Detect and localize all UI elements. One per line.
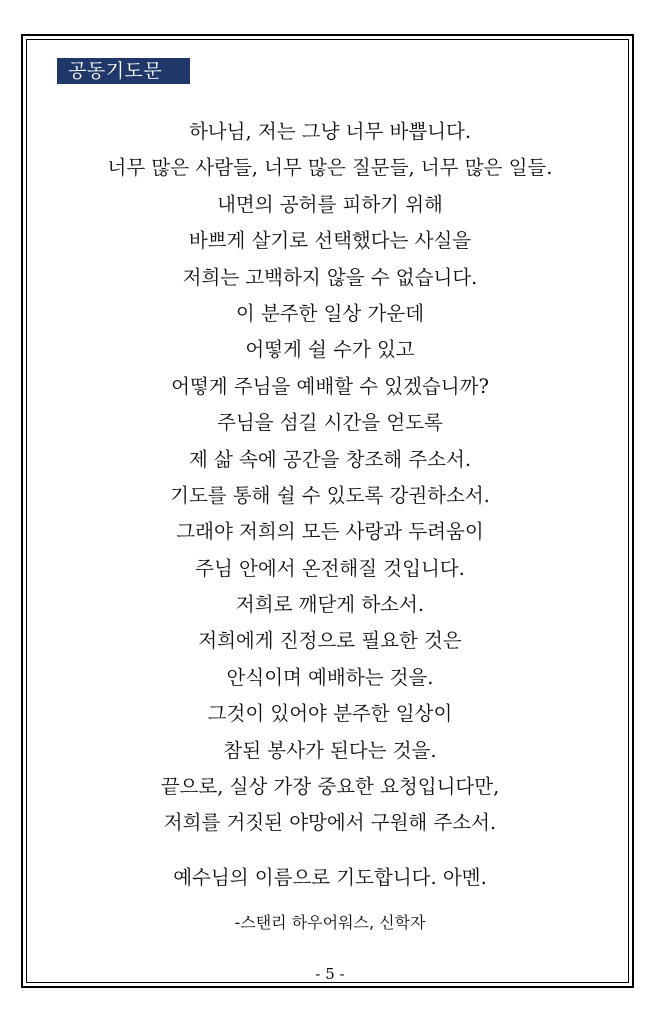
prayer-line: 저희를 거짓된 야망에서 구원해 주소서. [163,811,497,835]
prayer-text [40,114,620,842]
prayer-line: 바쁘게 살기로 선택했다는 사실을 [188,229,472,253]
prayer-line: 주님 안에서 온전해질 것입니다. [195,556,465,580]
prayer-line: 주님을 섬길 시간을 얻도록 [217,411,443,435]
prayer-line: 안식이며 예배하는 것을. [226,665,434,689]
prayer-line: 저희로 깨닫게 하소서. [235,593,425,617]
prayer-line: 어떻게 쉴 수가 있고 [245,338,415,362]
prayer-line: 그래야 저희의 모든 사랑과 두려움이 [176,520,484,544]
prayer-line: 하나님, 저는 그냥 너무 바쁩니다. [188,120,472,143]
prayer-line: 기도를 통해 쉴 수 있도록 강권하소서. [170,483,490,507]
prayer-line: 제 삶 속에 공간을 창조해 주소서. [188,447,472,471]
prayer-line: 어떻게 주님을 예배할 수 있겠습니까? [171,374,489,398]
prayer-line: 참된 봉사가 된다는 것을. [223,738,437,762]
prayer-line: 저희는 고백하지 않을 수 없습니다. [182,265,478,289]
prayer-line: 끝으로, 실상 가장 중요한 요청입니다만, [160,775,500,799]
attribution: -스탠리 하우어워스, 신학자 [234,913,426,932]
page-number: - 5 - [315,965,345,983]
prayer-line: 저희에게 진정으로 필요한 것은 [198,629,462,653]
prayer-line: 내면의 공허를 피하기 위해 [217,192,443,216]
closing-line: 예수님의 이름으로 기도합니다. 아멘. [173,866,487,889]
section-title: 공동기도문 [57,58,190,84]
prayer-line: 이 분주한 일상 가운데 [235,301,425,325]
prayer-line: 너무 많은 사람들, 너무 많은 질문들, 너무 많은 일들. [107,156,553,180]
prayer-line: 그것이 있어야 분주한 일상이 [207,702,453,726]
